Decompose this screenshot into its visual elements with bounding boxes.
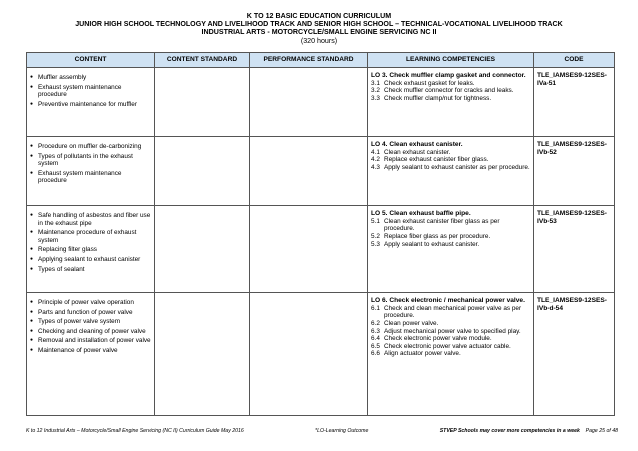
content-item: ● Muffler assembly [30, 74, 151, 82]
competency-text: Check exhaust gasket for leaks. [384, 79, 475, 87]
competency-text: Apply sealant to exhaust canister. [384, 240, 480, 248]
competency-text: Clean exhaust canister. [384, 148, 451, 156]
competency-text: Check muffler connector for cracks and leaks. [384, 87, 514, 95]
table-row [27, 293, 615, 416]
content-item: ● Maintenance of power valve [30, 347, 151, 355]
content-standard-cell [155, 68, 250, 137]
curriculum-title: K TO 12 BASIC EDUCATION CURRICULUM [246, 12, 392, 20]
competency-number: 3.2 [371, 87, 380, 95]
competency-number: 4.1 [371, 148, 380, 156]
competency-text: Adjust mechanical power valve to specified play. [384, 327, 521, 335]
column-header-content-standard: CONTENT STANDARD [155, 53, 250, 68]
table-header-row [27, 53, 615, 68]
competency-text: Clean exhaust canister fiber glass as per procedure. [384, 217, 500, 233]
content-cell [27, 137, 155, 206]
content-item: ● Removal and installation of power valve [30, 337, 151, 345]
competency-text: Check and clean mechanical power valve as per procedure. [384, 304, 522, 320]
footer-guide-title: K to 12 Industrial Arts – Motorcycle/Small Engine Servicing (NC II) Curriculum Guide May 2016 [26, 428, 244, 434]
competency-text: Align actuator power valve. [384, 350, 461, 358]
competency-text: Check electronic power valve actuator cable. [384, 342, 511, 350]
content-item: ● Applying sealant to exhaust canister [30, 256, 151, 264]
competency-number: 5.3 [371, 240, 380, 248]
competency-text: Apply sealant to exhaust canister as per procedure. [384, 163, 530, 171]
learning-competencies-cell [368, 293, 534, 416]
content-item: ● Exhaust system maintenance procedure [30, 170, 151, 185]
competency-number: 6.5 [371, 342, 380, 350]
content-item: ● Maintenance procedure of exhaust system [30, 229, 151, 244]
hours-label: (320 hours) [300, 36, 338, 45]
competency-number: 3.3 [371, 94, 380, 102]
content-item: ● Replacing filter glass [30, 246, 151, 254]
competency-text: Replace exhaust canister fiber glass. [384, 156, 489, 164]
content-item: ● Principle of power valve operation [30, 299, 151, 307]
learning-competencies-cell [368, 206, 534, 293]
content-item: ● Types of sealant [30, 266, 151, 274]
page-number: Page 25 of 48 [585, 428, 618, 434]
content-cell [27, 206, 155, 293]
competency-item [371, 87, 530, 95]
competency-item [371, 164, 530, 172]
competency-number: 6.4 [371, 335, 380, 343]
competency-number: 4.3 [371, 163, 380, 171]
competency-number: 4.2 [371, 156, 380, 164]
competency-text: Check electronic power valve module. [384, 335, 492, 343]
competency-item [371, 149, 530, 157]
competency-item [371, 320, 530, 328]
competency-number: 6.1 [371, 304, 380, 312]
competency-item [371, 343, 530, 351]
column-header-content: CONTENT [27, 53, 155, 68]
content-item: ● Parts and function of power valve [30, 309, 151, 317]
learning-outcome-title: LO 6. Check electronic / mechanical power valve. [371, 297, 525, 304]
competency-item [371, 218, 530, 233]
content-item: ● Safe handling of asbestos and fiber use in the exhaust pipe [30, 212, 151, 227]
content-standard-cell [155, 293, 250, 416]
footer-stvep-note: STVEP Schools may cover more competencies in a week [439, 428, 580, 434]
code-cell: TLE_IAMSES9-12SES-IVb-d-54 [534, 293, 615, 416]
content-standard-cell [155, 206, 250, 293]
performance-standard-cell [250, 293, 368, 416]
learning-outcome-title: LO 3. Check muffler clamp gasket and connector. [371, 72, 526, 79]
code-cell: TLE_IAMSES9-12SES-IVb-53 [534, 206, 615, 293]
learning-competencies-cell [368, 137, 534, 206]
performance-standard-cell [250, 68, 368, 137]
curriculum-table [26, 52, 615, 416]
competency-item [371, 80, 530, 88]
competency-item [371, 241, 530, 249]
competency-text: Clean power valve. [384, 319, 439, 327]
code-cell: TLE_IAMSES9-12SES-IVb-52 [534, 137, 615, 206]
competency-item [371, 95, 530, 103]
competency-item [371, 350, 530, 358]
competency-item [371, 233, 530, 241]
content-item: ● Procedure on muffler de-carbonizing [30, 143, 151, 151]
learning-competencies-cell [368, 68, 534, 137]
competency-number: 5.1 [371, 217, 380, 225]
track-title: JUNIOR HIGH SCHOOL TECHNOLOGY AND LIVELIHOOD TRACK AND SENIOR HIGH SCHOOL – TECHNICAL-VOCATIONAL LIVELIHOOD TRACK [75, 20, 563, 29]
content-cell [27, 68, 155, 137]
content-item: ● Types of pollutants in the exhaust system [30, 153, 151, 168]
competency-text: Check muffler clamp/nut for tightness. [384, 94, 492, 102]
table-row [27, 137, 615, 206]
page-footer [26, 428, 618, 434]
performance-standard-cell [250, 206, 368, 293]
document-header [0, 0, 638, 45]
content-cell [27, 293, 155, 416]
table-row [27, 68, 615, 137]
content-item: ● Exhaust system maintenance procedure [30, 84, 151, 99]
competency-number: 3.1 [371, 79, 380, 87]
competency-number: 6.3 [371, 327, 380, 335]
competency-number: 6.6 [371, 350, 380, 358]
content-item: ● Preventive maintenance for muffler [30, 101, 151, 109]
content-standard-cell [155, 137, 250, 206]
table-row [27, 206, 615, 293]
competency-item [371, 335, 530, 343]
subject-title: INDUSTRIAL ARTS - MOTORCYCLE/SMALL ENGINE SERVICING NC II [201, 28, 437, 37]
content-item: ● Types of power valve system [30, 318, 151, 326]
performance-standard-cell [250, 137, 368, 206]
competency-number: 6.2 [371, 319, 380, 327]
column-header-learning-competencies: LEARNING COMPETENCIES [368, 53, 534, 68]
code-cell: TLE_IAMSES9-12SES-IVa-51 [534, 68, 615, 137]
competency-item [371, 328, 530, 336]
column-header-performance-standard: PERFORMANCE STANDARD [250, 53, 368, 68]
competency-number: 5.2 [371, 232, 380, 240]
learning-outcome-title: LO 4. Clean exhaust canister. [371, 141, 463, 148]
competency-text: Replace fiber glass as per procedure. [384, 232, 491, 240]
content-item: ● Checking and cleaning of power valve [30, 328, 151, 336]
competency-item [371, 305, 530, 320]
column-header-code: CODE [534, 53, 615, 68]
learning-outcome-title: LO 5. Clean exhaust baffle pipe. [371, 210, 471, 217]
competency-item [371, 156, 530, 164]
footer-lo-note: *LO-Learning Outcome [315, 428, 369, 434]
